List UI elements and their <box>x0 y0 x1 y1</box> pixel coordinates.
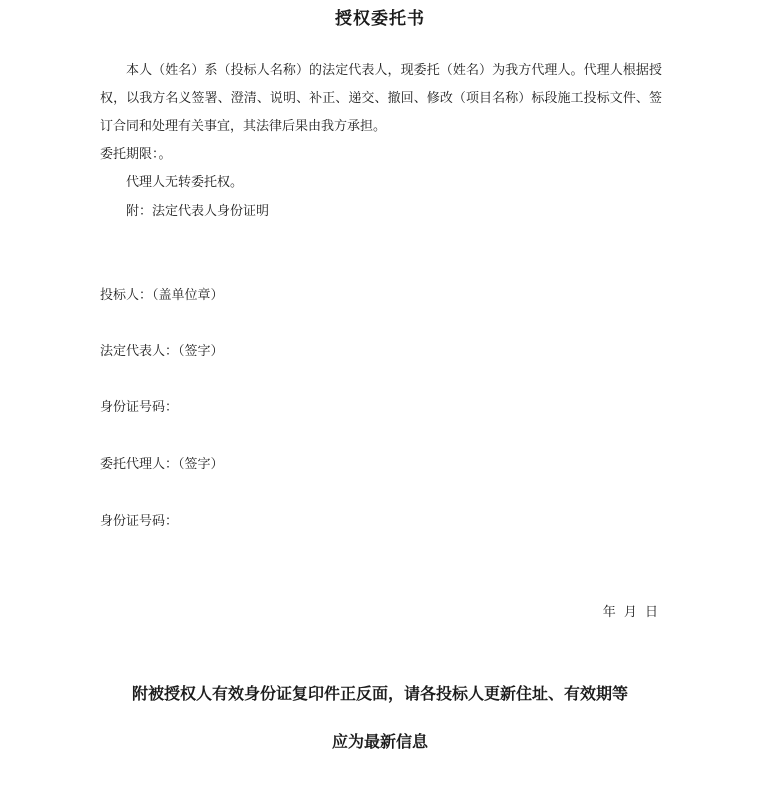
agent-signature-line: 委托代理人：（签字） <box>100 457 224 472</box>
attachment-text: 附：法定代表人身份证明 <box>126 204 270 219</box>
date-line: 年 月 日 <box>602 605 660 620</box>
note-line-1: 附被授权人有效身份证复印件正反面，请各投标人更新住址、有效期等 <box>131 684 628 703</box>
term-label: 委托期限：。 <box>100 147 172 162</box>
note-line-2: 应为最新信息 <box>331 732 428 751</box>
id-number-line-2: 身份证号码： <box>100 514 179 529</box>
legal-rep-signature-line: 法定代表人：（签字） <box>100 344 224 359</box>
no-delegation-text: 代理人无转委托权。 <box>126 175 244 190</box>
id-number-line-1: 身份证号码： <box>100 400 179 415</box>
document-title: 授权委托书 <box>335 9 425 29</box>
authorization-paragraph: 本人（姓名）系（投标人名称）的法定代表人，现委托（姓名）为我方代理人。代理人根据授权，以我方名义签署、澄清、说明、补正、递交、撤回、修改（项目名称）标段施工投标文件、签订合同和处理有关事宜，其法律后果由我方承担。 <box>100 63 662 134</box>
bidder-signature-line: 投标人：（盖单位章） <box>100 288 224 303</box>
